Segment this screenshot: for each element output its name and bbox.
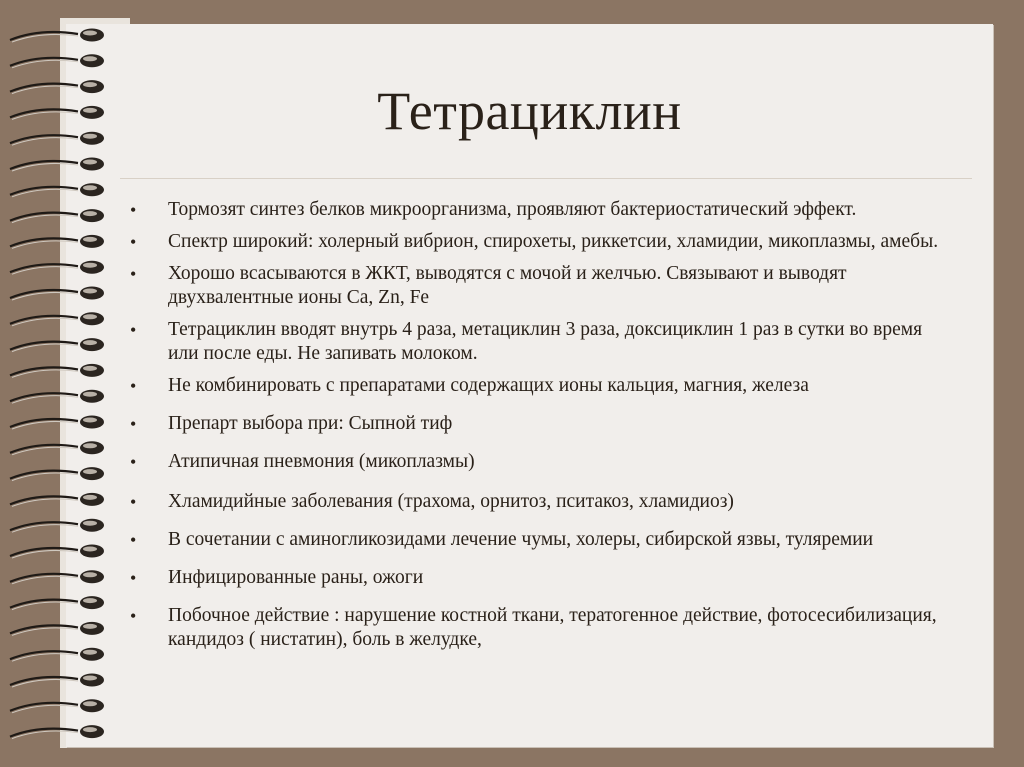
binding-ring-icon xyxy=(10,261,104,275)
bullet-list xyxy=(118,198,948,652)
bullet-text: Не комбинировать с препаратами содержащих ионы кальция, магния, железа xyxy=(168,375,809,396)
bullet-marker: • xyxy=(130,320,137,340)
binding-ring-icon xyxy=(10,29,104,43)
bullet-text: В сочетании с аминогликозидами лечение чумы, холеры, сибирской язвы, туляремии xyxy=(168,529,874,550)
list-item xyxy=(118,528,948,552)
binding-ring-icon xyxy=(10,287,104,301)
bullet-marker: • xyxy=(130,530,137,550)
binding-ring-icon xyxy=(10,338,104,352)
binding-ring-icon xyxy=(10,648,104,662)
binding-ring-icon xyxy=(10,674,104,688)
binding-ring-icon xyxy=(10,390,104,404)
binding-ring-icon xyxy=(10,467,104,481)
title-divider xyxy=(120,178,972,179)
bullet-marker: • xyxy=(130,568,137,588)
bullet-marker: • xyxy=(130,232,137,252)
bullet-marker: • xyxy=(130,376,137,396)
binding-ring-icon xyxy=(10,699,104,713)
binding-ring-icon xyxy=(10,158,104,172)
bullet-text: Тормозят синтез белков микроорганизма, проявляют бактериостатический эффект. xyxy=(168,199,857,220)
binding-ring-icon xyxy=(10,725,104,739)
list-item xyxy=(118,412,948,436)
bullet-marker: • xyxy=(130,606,137,626)
bullet-marker: • xyxy=(130,414,137,434)
list-item xyxy=(118,450,948,474)
bullet-text: Инфицированные раны, ожоги xyxy=(168,567,424,588)
binding-ring-icon xyxy=(10,364,104,378)
list-item xyxy=(118,566,948,590)
bullet-text: Хламидийные заболевания (трахома, орнитоз, пситакоз, хламидиоз) xyxy=(168,491,734,512)
binding-ring-icon xyxy=(10,441,104,455)
bullet-text: Спектр широкий: холерный вибрион, спирохеты, риккетсии, хламидии, микоплазмы, амебы. xyxy=(168,231,939,252)
binding-ring-icon xyxy=(10,545,104,559)
list-item xyxy=(118,318,948,366)
list-item xyxy=(118,374,948,398)
bullet-marker: • xyxy=(130,264,137,284)
bullet-text: Атипичная пневмония (микоплазмы) xyxy=(168,451,475,472)
bullet-text: Препарт выбора при: Сыпной тиф xyxy=(168,413,453,434)
binding-ring-icon xyxy=(10,235,104,249)
binding-ring-icon xyxy=(10,622,104,636)
list-item xyxy=(118,230,948,254)
binding-ring-icon xyxy=(10,416,104,430)
bullet-marker: • xyxy=(130,452,137,472)
binding-ring-icon xyxy=(10,312,104,326)
list-item xyxy=(118,262,948,310)
binding-ring-icon xyxy=(10,183,104,197)
list-item xyxy=(118,604,948,652)
bullet-marker: • xyxy=(130,200,137,220)
list-item xyxy=(118,198,948,222)
list-item xyxy=(118,490,948,514)
bullet-text: Тетрациклин вводят внутрь 4 раза, метациклин 3 раза, доксициклин 1 раз в сутки во время или после еды. Не запивать молоком. xyxy=(168,319,923,364)
binding-ring-icon xyxy=(10,209,104,223)
binding-ring-icon xyxy=(10,493,104,507)
slide-title: Тетрациклин xyxy=(377,81,682,141)
bullet-text: Хорошо всасываются в ЖКТ, выводятся с мочой и желчью. Связывают и выводят двухвалентные ионы Ca, Zn, Fe xyxy=(168,263,847,308)
binding-ring-icon xyxy=(10,570,104,584)
bullet-marker: • xyxy=(130,492,137,512)
binding-ring-icon xyxy=(10,596,104,610)
binding-ring-icon xyxy=(10,519,104,533)
binding-ring-icon xyxy=(10,54,104,68)
bullet-text: Побочное действие : нарушение костной ткани, тератогенное действие, фотосесибилизация, кандидоз ( нистатин), боль в желудке, xyxy=(168,605,937,650)
